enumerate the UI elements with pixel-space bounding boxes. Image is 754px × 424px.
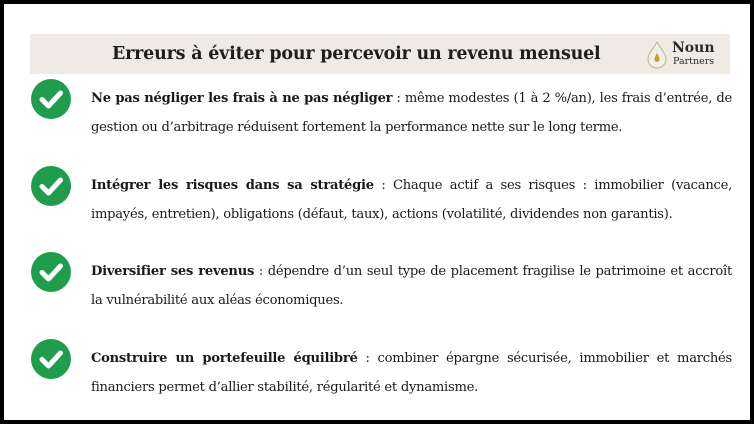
item-heading: Intégrer les risques dans sa stratégie: [91, 178, 374, 193]
item-text: [91, 171, 732, 229]
logo-word-partners: Partners: [673, 56, 715, 67]
item-body: : combiner épargne sécurisée, immobilier et marchés financiers permet d’allier stabilité, régularité et dynamisme.: [91, 351, 732, 395]
noun-partners-logo: [644, 37, 726, 71]
logo-word-noun: Noun: [672, 40, 715, 56]
item-heading: Construire un portefeuille équilibré: [91, 351, 358, 366]
title-banner: [30, 34, 730, 74]
check-circle-icon: [30, 165, 72, 207]
item-heading: Ne pas négliger les frais à ne pas négliger: [91, 91, 393, 106]
item-body: : même modestes (1 à 2 %/an), les frais d’entrée, de gestion ou d’arbitrage réduisent fortement la performance nette sur le long terme.: [91, 91, 732, 135]
item-text: [91, 344, 732, 402]
page-title: Erreurs à éviter pour percevoir un revenu mensuel: [112, 44, 601, 64]
check-circle-icon: [30, 78, 72, 120]
item-body: : dépendre d’un seul type de placement fragilise le patrimoine et accroît la vulnérabilité aux aléas économiques.: [91, 264, 732, 308]
item-heading: Diversifier ses revenus: [91, 264, 255, 279]
item-body: : Chaque actif a ses risques : immobilier (vacance, impayés, entretien), obligations (défaut, taux), actions (volatilité, dividendes non garantis).: [91, 178, 732, 222]
check-circle-icon: [30, 338, 72, 380]
item-text: [91, 257, 732, 315]
item-text: [91, 84, 732, 142]
check-circle-icon: [30, 251, 72, 293]
drop-logo-icon: [646, 41, 668, 69]
